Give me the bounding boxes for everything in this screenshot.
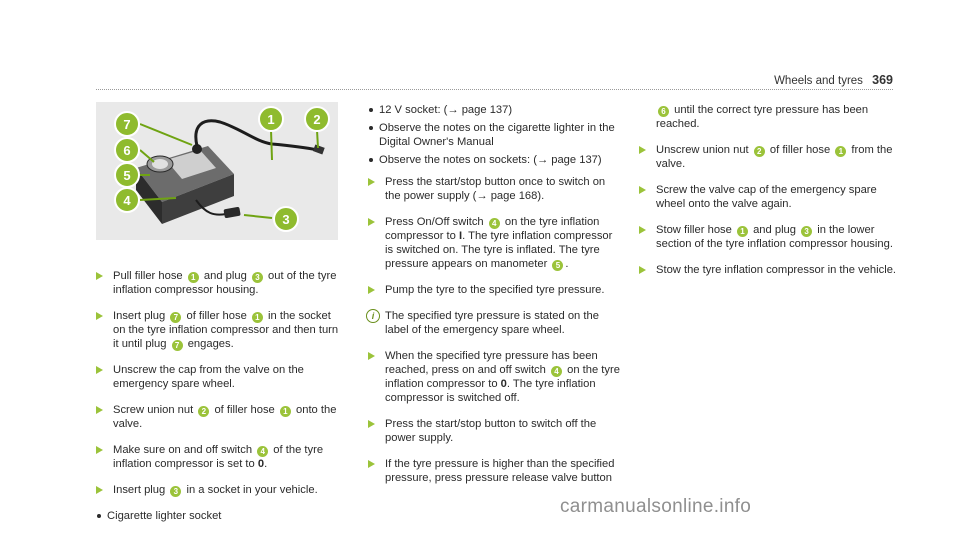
instruction-step: [367, 349, 622, 405]
callout-5: [115, 163, 139, 187]
callout-ref: 5: [552, 260, 563, 271]
text-run: If the tyre pressure is higher than the specified pressure, press pressure release valve button: [385, 458, 615, 484]
switch-position: 0: [500, 378, 507, 390]
callout-7: [115, 112, 139, 136]
callout-ref: 1: [835, 146, 846, 157]
bullet-item: [367, 153, 622, 167]
text-run: of filler hose: [211, 404, 278, 416]
text-run: out of the tyre inflation compressor housing.: [113, 270, 337, 296]
instruction-step: [367, 457, 622, 485]
text-run: of filler hose: [766, 144, 834, 156]
text-run: Insert plug: [113, 484, 169, 496]
bullet-item: [367, 121, 622, 149]
callout-ref: 7: [170, 312, 181, 323]
instruction-step: [638, 223, 898, 251]
text-run: Insert plug: [113, 310, 169, 322]
svg-text:7: 7: [123, 117, 131, 132]
callout-ref: 7: [172, 340, 183, 351]
text-run: onto the valve.: [113, 404, 337, 430]
text-run: in the lower section of the tyre inflation compressor housing.: [656, 224, 893, 250]
instruction-step: [95, 363, 345, 391]
text-run: in a socket in your vehicle.: [183, 484, 318, 496]
text-run: Stow filler hose: [656, 224, 735, 236]
text-run: Make sure on and off switch: [113, 444, 256, 456]
compressor-illustration: [96, 102, 338, 240]
text-run: on the tyre inflation compressor to: [385, 216, 600, 242]
callout-2: [305, 107, 329, 131]
callout-ref: 1: [280, 406, 291, 417]
info-icon: i: [366, 309, 380, 323]
text-run: Unscrew the cap from the valve on the emergency spare wheel.: [113, 364, 304, 390]
text-run: . The tyre inflation compressor is switched off.: [385, 378, 596, 404]
callout-ref: 1: [188, 272, 199, 283]
text-run: and plug: [200, 270, 250, 282]
instruction-step: [95, 483, 345, 497]
header-divider: [96, 89, 893, 90]
callout-ref: 4: [257, 446, 268, 457]
instruction-step: [95, 443, 345, 471]
instruction-step: [638, 183, 898, 211]
text-run: Press the start/stop button once to switch on the power supply (→ page 168).: [385, 176, 606, 202]
callout-ref: 3: [252, 272, 263, 283]
text-run: of filler hose: [183, 310, 250, 322]
text-run: 12 V socket: (→ page 137): [379, 104, 513, 116]
filler-hose: [196, 121, 318, 150]
text-run: Cigarette lighter socket: [107, 510, 222, 522]
instruction-step: [638, 143, 898, 171]
callout-ref: 2: [198, 406, 209, 417]
text-run: engages.: [184, 338, 234, 350]
column-2: [367, 103, 622, 497]
page-header: [774, 73, 893, 88]
callout-ref: 1: [252, 312, 263, 323]
text-run: Screw the valve cap of the emergency spare wheel onto the valve again.: [656, 184, 877, 210]
svg-text:4: 4: [123, 193, 131, 208]
info-note: [367, 309, 622, 337]
manometer-face: [152, 159, 168, 169]
svg-text:3: 3: [282, 212, 290, 227]
text-run: The specified tyre pressure is stated on the label of the emergency spare wheel.: [385, 310, 599, 336]
instruction-step: [95, 309, 345, 351]
callout-ref: 4: [551, 366, 562, 377]
instruction-step: [638, 263, 898, 277]
bullet-item: [367, 103, 622, 117]
text-run: Unscrew union nut: [656, 144, 752, 156]
text-run: .: [565, 258, 569, 270]
text-run: Press On/Off switch: [385, 216, 487, 228]
text-run: .: [264, 458, 268, 470]
instruction-step: [367, 215, 622, 271]
callout-ref: 1: [737, 226, 748, 237]
callout-ref: 3: [801, 226, 812, 237]
callout-3: [274, 207, 298, 231]
instruction-step: [95, 269, 345, 297]
svg-text:6: 6: [123, 143, 131, 158]
plug: [223, 207, 240, 219]
svg-text:1: 1: [267, 112, 275, 127]
callout-1: [259, 107, 283, 131]
svg-text:2: 2: [313, 112, 321, 127]
callout-6: [115, 138, 139, 162]
continued-text: [638, 103, 898, 131]
instruction-step: [367, 175, 622, 203]
callout-ref: 6: [658, 106, 669, 117]
text-run: and plug: [749, 224, 800, 236]
text-run: Stow the tyre inflation compressor in the vehicle.: [656, 264, 897, 276]
watermark: carmanualsonline.info: [560, 496, 752, 517]
instruction-step: [95, 403, 345, 431]
text-run: . The tyre inflation compressor is switched on. The tyre is inflated. The tyre pressure appears on manometer: [385, 230, 613, 270]
compressor-drawing: [96, 102, 338, 240]
callout-ref: 4: [489, 218, 500, 229]
svg-text:5: 5: [123, 168, 131, 183]
callout-ref: 3: [170, 486, 181, 497]
text-run: Observe the notes on sockets: (→ page 137): [379, 154, 602, 166]
text-run: When the specified tyre pressure has been reached, press on and off switch: [385, 350, 598, 376]
page-number: 369: [872, 73, 893, 87]
instruction-step: [367, 417, 622, 445]
instruction-step: [367, 283, 622, 297]
column-1: [95, 269, 345, 527]
text-run: of the tyre inflation compressor is set to: [113, 444, 324, 470]
text-run: Screw union nut: [113, 404, 197, 416]
section-title: Wheels and tyres: [774, 75, 863, 87]
text-run: Observe the notes on the cigarette lighter in the Digital Owner's Manual: [379, 122, 615, 148]
callout-4: [115, 188, 139, 212]
text-run: from the valve.: [656, 144, 893, 170]
switch-position: 0: [257, 458, 265, 470]
callout-ref: 2: [754, 146, 765, 157]
column-3: [638, 103, 898, 289]
text-run: in the socket on the tyre inflation compressor and then turn it until plug: [113, 310, 339, 350]
text-run: Pump the tyre to the specified tyre pressure.: [385, 284, 605, 296]
switch-position: I: [459, 230, 463, 242]
text-run: until the correct tyre pressure has been reached.: [656, 104, 869, 130]
bullet-item: [95, 509, 345, 523]
text-run: on the tyre inflation compressor to: [385, 364, 620, 390]
text-run: Press the start/stop button to switch off the power supply.: [385, 418, 597, 444]
text-run: Pull filler hose: [113, 270, 186, 282]
